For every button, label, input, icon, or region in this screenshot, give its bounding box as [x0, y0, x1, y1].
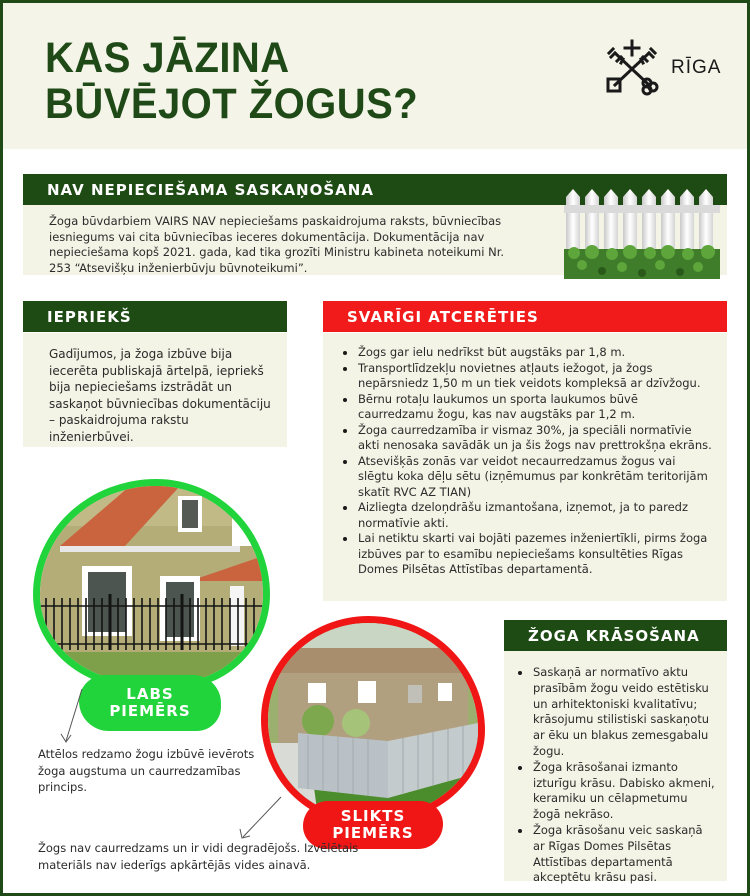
remember-item: Transportlīdzekļu novietnes atļauts iežogot, ja žogs nepārsniedz 1,50 m un tiek veidots kompleksā ar dzīvžogu.	[333, 361, 713, 392]
no-approval-text: Žoga būvdarbiem VAIRS NAV nepieciešams paskaidrojuma raksts, būvniecības iesniegums vai cita būvniecības ieceres dokumentācija. Dokumentācija nav nepieciešama kopš 2021. gada, kad tika grozīti Ministru kabineta noteikumi Nr. 253 “Atsevišķu inženierbūvju būvnoteikumi”.	[49, 214, 505, 275]
painting-item: Žoga krāsošanai izmanto izturīgu krāsu. Dabisko akmeni, keramiku un cēlapmetumu žogā nekrāso.	[508, 760, 717, 823]
bad-example-caption: Žogs nav caurredzams un ir vidi degradējošs. Izvēlētais materiāls nav iederīgs apkārtējās vides ainavā.	[38, 841, 359, 872]
logo-text: RĪGA	[671, 57, 722, 78]
section-panel-previously	[23, 333, 287, 447]
remember-item: Bērnu rotaļu laukumos un sporta laukumos būvē caurredzamu žogu, kas nav augstāks par 1,2 m.	[333, 392, 713, 423]
good-example-label	[79, 675, 221, 731]
remember-item: Žogs gar ielu nedrīkst būt augstāks par 1,8 m.	[333, 345, 713, 361]
remember-list	[333, 345, 713, 578]
riga-logo	[603, 39, 721, 97]
section-header-previously: IEPRIEKŠ	[23, 301, 287, 332]
remember-item: Aizliegta dzeloņdrāšu izmantošana, izņemot, ja to paredz normatīvie akti.	[333, 500, 713, 531]
remember-item: Žoga caurredzamība ir vismaz 30%, ja speciāli normatīvie akti nenosaka savādāk un ja šis žogs nav prettrokšņa ekrāns.	[333, 423, 713, 454]
good-label-line-2: PIEMĒRS	[109, 702, 191, 720]
painting-item: Saskaņā ar normatīvo aktu prasībām žogu veido estētisku un arhitektoniski kvalitatīvu; krāsojumu stilistiski saskaņotu ar ēku un blakus zemesgabalu žogu.	[508, 665, 717, 760]
section-panel-painting	[504, 651, 727, 885]
good-example-caption: Attēlos redzamo žogu izbūvē ievērots žoga augstuma un caurredzamības princips.	[38, 747, 255, 794]
section-header-painting: ŽOGA KRĀSOŠANA	[504, 620, 727, 651]
page-title	[45, 35, 418, 127]
bad-example-photo	[261, 616, 485, 824]
remember-item: Lai netiktu skarti vai bojāti pazemes inženiertīkli, pirms žoga izbūves par to esamību nepieciešams konsultēties Rīgas Domes Pilsētas Attīstības departamentā.	[333, 531, 713, 578]
title-line-1: KAS JĀZINA	[45, 34, 290, 82]
bad-caption-arrow-icon	[235, 793, 285, 843]
section-header-no-approval: NAV NEPIECIEŠAMA SASKAŅOŠANA	[23, 174, 727, 205]
painting-list	[508, 665, 717, 886]
title-line-2: BŪVĒJOT ŽOGUS?	[45, 80, 419, 128]
previously-text: Gadījumos, ja žoga izbūve bija iecerēta publiskajā ārtelpā, iepriekš bija nepieciešams izstrādāt un saskaņot būvniecības dokumentāciju – paskaidrojuma rakstu inženierbūvei.	[49, 347, 271, 444]
page-header	[3, 3, 747, 149]
riga-crossed-keys-icon	[603, 39, 661, 97]
bad-label-line-1: SLIKTS	[340, 807, 406, 825]
remember-item: Atsevišķās zonās var veidot necaurredzamus žogus vai slēgtu koka dēļu sētu (izņēmumus par konkrētām teritorijām skatīt RVC AZ TIAN)	[333, 454, 713, 501]
bad-label-line-2: PIEMĒRS	[332, 824, 414, 842]
painting-item: Žoga krāsošanu veic saskaņā ar Rīgas Domes Pilsētas Attīstības departamentā akceptētu krāsu pasi.	[508, 823, 717, 886]
picket-fence-image	[564, 189, 720, 279]
good-caption-arrow-icon	[58, 687, 88, 747]
section-panel-remember	[323, 333, 727, 601]
section-header-remember: SVARĪGI ATCERĒTIES	[323, 301, 727, 332]
house-with-metal-fence-image	[40, 486, 263, 682]
house-with-metal-sheet-fence-image	[268, 623, 478, 817]
good-label-line-1: LABS	[126, 685, 174, 703]
good-example-photo	[33, 479, 270, 689]
